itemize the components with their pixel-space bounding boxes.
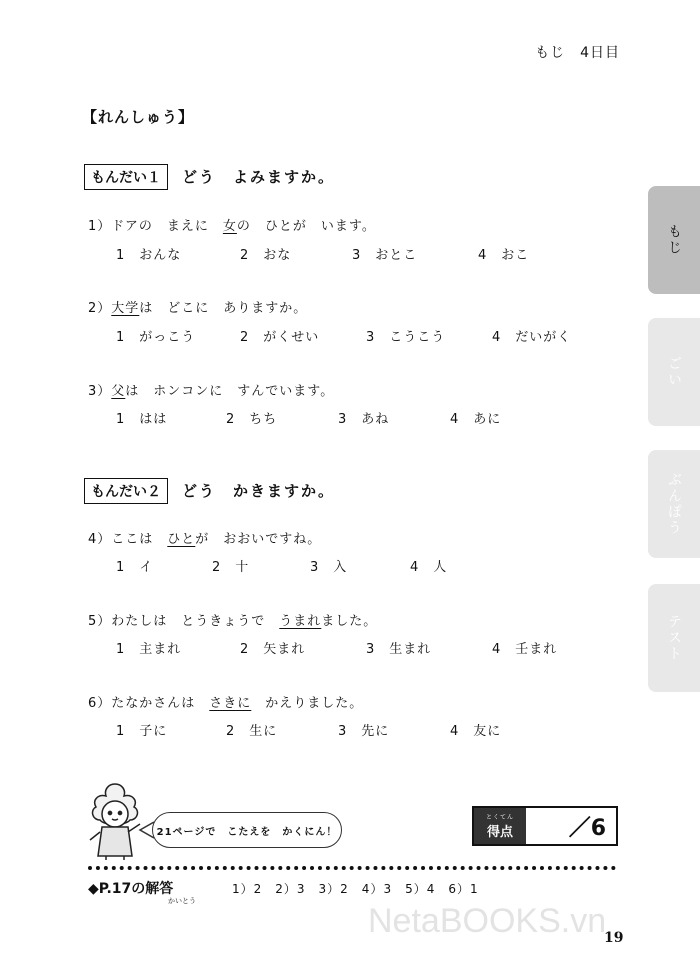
choice-option[interactable]: 2 生に [226, 724, 278, 739]
speech-bubble: 21ページで こたえを かくにん！ [152, 812, 342, 848]
question-text: の ひとが います。 [236, 219, 376, 234]
tab-moji[interactable]: もじ [648, 186, 700, 294]
mondai2-title: どう かきますか。 [182, 482, 336, 500]
question-text: 1）ドアの まえに [88, 219, 223, 234]
question-text: 2） [88, 301, 112, 316]
score-value: ／6 [568, 815, 606, 841]
question-2 [88, 297, 307, 316]
score-ruby: とくてん [485, 814, 514, 821]
question-target: 父 [111, 384, 126, 399]
choice-option[interactable]: 3 生まれ [366, 642, 432, 657]
choice-option[interactable]: 4 人 [410, 560, 448, 575]
dotted-divider [88, 866, 616, 870]
answer-list: 1）2 2）3 3）2 4）3 5）4 6）1 [232, 882, 479, 896]
choice-option[interactable]: 1 イ [116, 560, 154, 575]
choice-option[interactable]: 3 先に [338, 724, 390, 739]
answer-ruby: かいとう [168, 897, 196, 905]
choice-option[interactable]: 1 主まれ [116, 642, 182, 657]
choice-option[interactable]: 1 はは [116, 412, 168, 427]
mondai1-title: どう よみますか。 [182, 168, 336, 186]
question-4 [88, 528, 321, 547]
choice-option[interactable]: 2 がくせい [240, 330, 320, 345]
question-target: ひと [167, 532, 196, 547]
score-label [474, 808, 526, 844]
question-6 [88, 692, 363, 711]
tab-goi[interactable]: ごい [648, 318, 700, 426]
question-text: ました。 [321, 614, 378, 629]
choice-option[interactable]: 4 友に [450, 724, 502, 739]
choice-option[interactable]: 1 がっこう [116, 330, 196, 345]
score-word: 得点 [486, 825, 513, 840]
question-target: 女 [222, 219, 237, 234]
choice-option[interactable]: 2 矢まれ [240, 642, 306, 657]
question-text: 3） [88, 384, 112, 399]
question-text: かえりました。 [251, 696, 364, 711]
mondai2-box: もんだい２ [84, 478, 168, 504]
question-target: うまれ [279, 614, 322, 629]
page-header-title: もじ 4日目 [535, 45, 620, 61]
choice-option[interactable]: 4 おこ [478, 248, 530, 263]
tab-bunpou[interactable]: ぶんぽう [648, 450, 700, 558]
choice-option[interactable]: 2 ちち [226, 412, 278, 427]
choice-option[interactable]: 2 おな [240, 248, 292, 263]
question-text: 5）わたしは とうきょうで [88, 614, 280, 629]
question-text: は ホンコンに すんでいます。 [125, 384, 335, 399]
question-text: 6）たなかさんは [88, 696, 210, 711]
choice-option[interactable]: 4 だいがく [492, 330, 572, 345]
tab-test[interactable]: テスト [648, 584, 700, 692]
score-box [472, 806, 618, 846]
question-text: が おおいですね。 [195, 532, 322, 547]
choice-option[interactable]: 1 おんな [116, 248, 182, 263]
question-target: さきに [209, 696, 252, 711]
mondai1-box: もんだい１ [84, 164, 168, 190]
choice-option[interactable]: 3 あね [338, 412, 390, 427]
choice-option[interactable]: 2 十 [212, 560, 250, 575]
choice-option[interactable]: 1 子に [116, 724, 168, 739]
question-5 [88, 610, 377, 629]
watermark-logo: NetaBOOKS.vn [368, 902, 607, 940]
choice-option[interactable]: 3 こうこう [366, 330, 446, 345]
page-number: 19 [604, 930, 624, 946]
question-text: は どこに ありますか。 [139, 301, 308, 316]
answer-title: ◆P.17の解答 [88, 881, 174, 897]
choice-option[interactable]: 4 あに [450, 412, 502, 427]
question-1 [88, 215, 376, 234]
choice-option[interactable]: 4 壬まれ [492, 642, 558, 657]
question-3 [88, 380, 334, 399]
section-label: 【れんしゅう】 [82, 108, 195, 126]
choice-option[interactable]: 3 入 [310, 560, 348, 575]
question-text: 4）ここは [88, 532, 168, 547]
choice-option[interactable]: 3 おとこ [352, 248, 418, 263]
question-target: 大学 [111, 301, 140, 316]
